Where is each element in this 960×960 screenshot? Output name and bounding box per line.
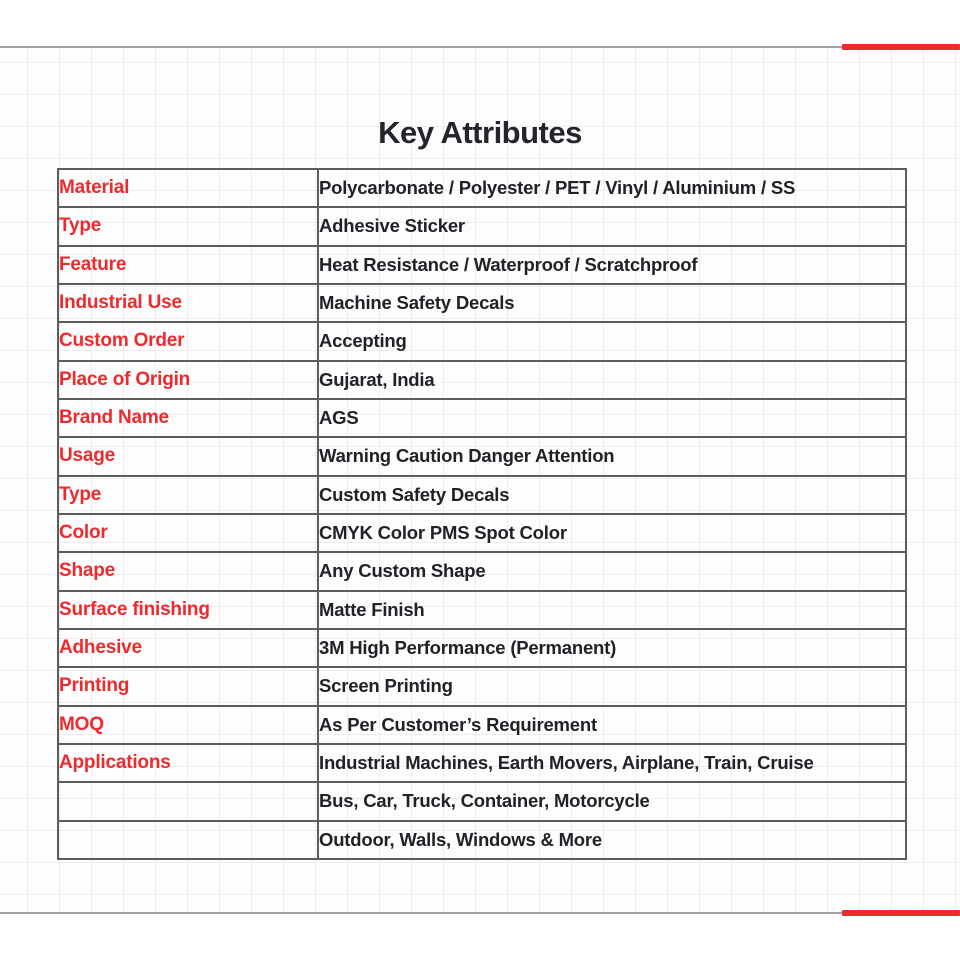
attribute-value-cell: Outdoor, Walls, Windows & More bbox=[318, 821, 906, 859]
table-row bbox=[58, 246, 906, 284]
attribute-value-cell: Gujarat, India bbox=[318, 361, 906, 399]
table-row bbox=[58, 399, 906, 437]
attribute-label-cell: Type bbox=[58, 476, 318, 514]
attribute-value-cell: Bus, Car, Truck, Container, Motorcycle bbox=[318, 782, 906, 820]
table-row bbox=[58, 821, 906, 859]
attribute-value-cell: As Per Customer’s Requirement bbox=[318, 706, 906, 744]
attribute-value-cell: AGS bbox=[318, 399, 906, 437]
attribute-value-cell: Adhesive Sticker bbox=[318, 207, 906, 245]
attribute-value-cell: Machine Safety Decals bbox=[318, 284, 906, 322]
attributes-table bbox=[57, 168, 907, 860]
attribute-value-cell: CMYK Color PMS Spot Color bbox=[318, 514, 906, 552]
attribute-label-cell: Printing bbox=[58, 667, 318, 705]
bottom-rule-red-accent bbox=[842, 910, 960, 916]
attribute-label-cell: Industrial Use bbox=[58, 284, 318, 322]
table-row bbox=[58, 782, 906, 820]
table-row bbox=[58, 169, 906, 207]
bottom-rule bbox=[0, 912, 960, 914]
table-row bbox=[58, 591, 906, 629]
attribute-label-cell: Feature bbox=[58, 246, 318, 284]
attribute-label-cell: Usage bbox=[58, 437, 318, 475]
page-title: Key Attributes bbox=[378, 114, 582, 150]
attribute-label-cell: Type bbox=[58, 207, 318, 245]
table-row bbox=[58, 514, 906, 552]
empty-label-cell bbox=[58, 821, 318, 859]
attribute-value-cell: Accepting bbox=[318, 322, 906, 360]
attribute-value-cell: Warning Caution Danger Attention bbox=[318, 437, 906, 475]
table-row bbox=[58, 706, 906, 744]
table-row bbox=[58, 322, 906, 360]
attribute-value-cell: Polycarbonate / Polyester / PET / Vinyl / Aluminium / SS bbox=[318, 169, 906, 207]
empty-label-cell bbox=[58, 782, 318, 820]
attribute-label-cell: Place of Origin bbox=[58, 361, 318, 399]
table-row bbox=[58, 629, 906, 667]
table-row bbox=[58, 207, 906, 245]
attribute-label-cell: Brand Name bbox=[58, 399, 318, 437]
table-row bbox=[58, 667, 906, 705]
attribute-value-cell: Screen Printing bbox=[318, 667, 906, 705]
attribute-label-cell: Custom Order bbox=[58, 322, 318, 360]
table-row bbox=[58, 744, 906, 782]
attribute-label-cell: Applications bbox=[58, 744, 318, 782]
attribute-value-cell: Custom Safety Decals bbox=[318, 476, 906, 514]
top-rule bbox=[0, 46, 960, 48]
attribute-label-cell: Material bbox=[58, 169, 318, 207]
table-row bbox=[58, 552, 906, 590]
attribute-label-cell: MOQ bbox=[58, 706, 318, 744]
attribute-label-cell: Adhesive bbox=[58, 629, 318, 667]
attribute-value-cell: Any Custom Shape bbox=[318, 552, 906, 590]
top-rule-red-accent bbox=[842, 44, 960, 50]
attribute-value-cell: 3M High Performance (Permanent) bbox=[318, 629, 906, 667]
attribute-value-cell: Matte Finish bbox=[318, 591, 906, 629]
attribute-label-cell: Shape bbox=[58, 552, 318, 590]
attribute-label-cell: Color bbox=[58, 514, 318, 552]
table-row bbox=[58, 476, 906, 514]
attribute-value-cell: Heat Resistance / Waterproof / Scratchproof bbox=[318, 246, 906, 284]
attribute-label-cell: Surface finishing bbox=[58, 591, 318, 629]
attribute-value-cell: Industrial Machines, Earth Movers, Airplane, Train, Cruise bbox=[318, 744, 906, 782]
table-row bbox=[58, 361, 906, 399]
table-row bbox=[58, 284, 906, 322]
table-row bbox=[58, 437, 906, 475]
